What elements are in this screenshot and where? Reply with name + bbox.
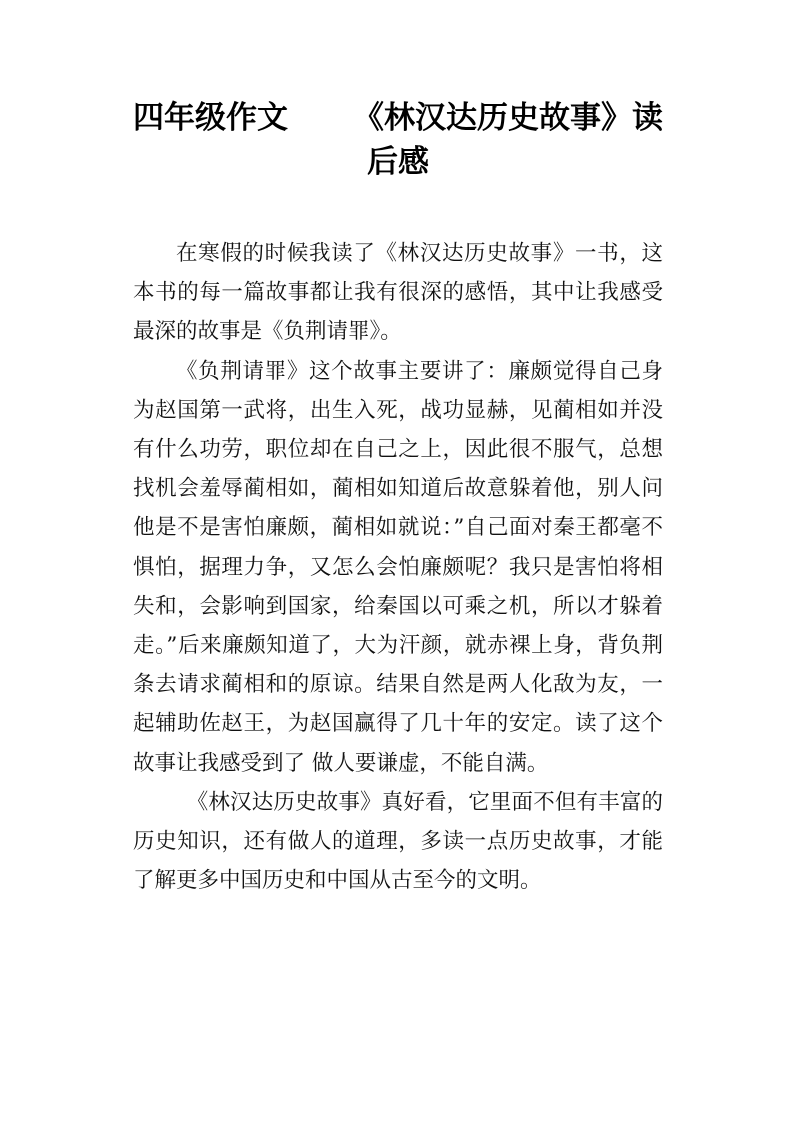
paragraph-3: 《林汉达历史故事》真好看，它里面不但有丰富的历史知识，还有做人的道理，多读一点历史故事，才能了解更多中国历史和中国从古至今的文明。 bbox=[133, 789, 663, 894]
title-book-name: 《林汉达历史故事》读 bbox=[353, 100, 663, 136]
document-title bbox=[133, 96, 663, 184]
paragraph-2: 《负荆请罪》这个故事主要讲了：廉颇觉得自己身为赵国第一武将，出生入死，战功显赫，见蔺相如并没有什么功劳，职位却在自己之上，因此很不服气，总想找机会羞辱蔺相如，蔺相如知道后故意躲着他，别人问他是不是害怕廉颇，蔺相如就说：”自己面对秦王都毫不惧怕，据理力争，又怎么会怕廉颇呢？我只是害怕将相失和，会影响到国家，给秦国以可乘之机，所以才躲着走。”后来廉颇知道了，大为汗颜，就赤裸上身，背负荆条去请求蔺相和的原谅。结果自然是两人化敌为友，一起辅助佐赵王，为赵国赢得了几十年的安定。读了这个故事让我感受到了 做人要谦虚，不能自满。 bbox=[133, 358, 663, 776]
title-grade-label: 四年级作文 bbox=[133, 100, 288, 136]
title-line-2: 后感 bbox=[367, 144, 429, 180]
paragraph-1: 在寒假的时候我读了《林汉达历史故事》一书，这本书的每一篇故事都让我有很深的感悟，其中让我感受最深的故事是《负荆请罪》。 bbox=[133, 241, 663, 345]
essay-body bbox=[133, 234, 663, 900]
title-line-1 bbox=[133, 96, 663, 140]
